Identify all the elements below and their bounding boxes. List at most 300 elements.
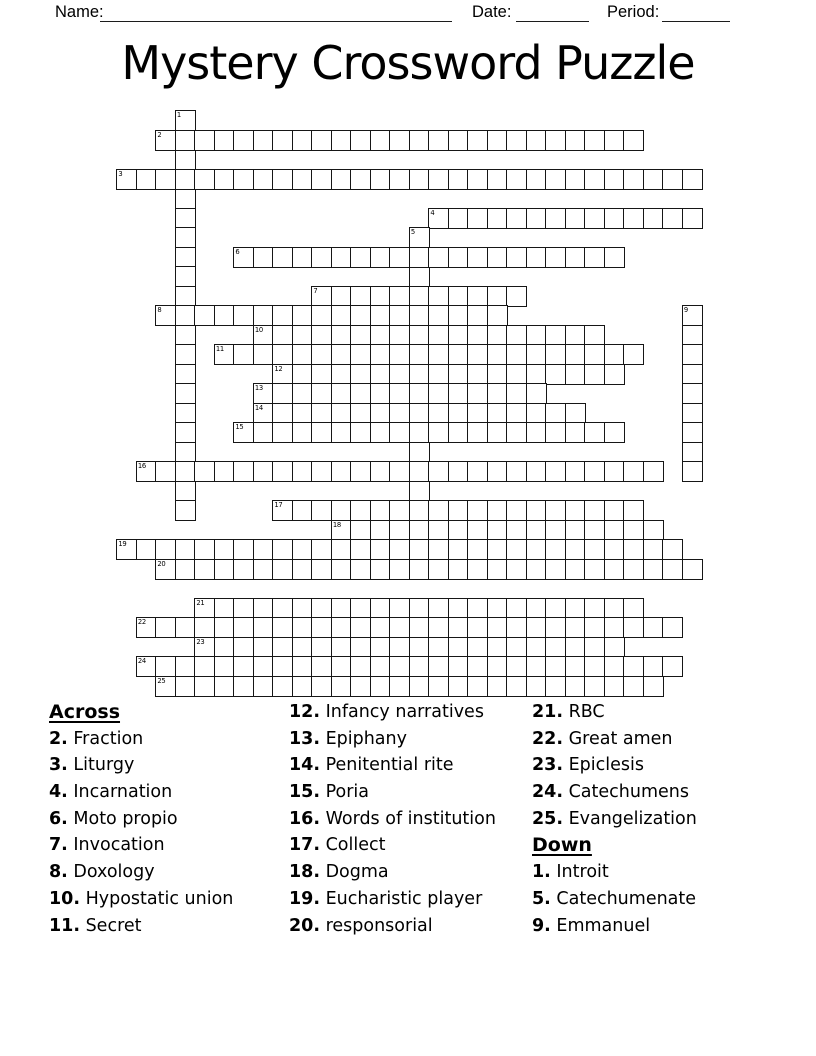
grid-cell [506,676,527,697]
grid-cell [292,539,313,560]
clue-number: 21. [532,702,564,722]
grid-cell [350,305,371,326]
grid-cell [233,559,254,580]
grid-cell [253,169,274,190]
grid-cell [487,676,508,697]
grid-cell [233,461,254,482]
clue-item [49,779,233,806]
clue-number: 5. [532,888,551,909]
grid-cell [253,656,274,677]
grid-cell [194,656,215,677]
down-header: Down [532,834,592,857]
grid-cell [389,559,410,580]
grid-cell [545,520,566,541]
grid-cell [487,130,508,151]
grid-cell [389,598,410,619]
clue-text: Words of institution [320,808,496,829]
grid-cell [409,559,430,580]
grid-cell [292,598,313,619]
grid-cell [584,247,605,268]
grid-cell [506,286,527,307]
grid-cell [214,305,235,326]
grid-cell [545,325,566,346]
grid-cell [448,364,469,385]
grid-cell [136,539,157,560]
clue-number: 1. [532,862,551,883]
grid-cell [409,325,430,346]
grid-cell [467,637,488,658]
clue-item [289,832,496,859]
grid-cell [370,247,391,268]
grid-cell-number: 10 [254,325,263,334]
grid-cell [565,325,586,346]
clue-item [532,913,697,940]
grid-cell [643,656,664,677]
grid-cell [214,130,235,151]
clue-number: 3. [49,755,68,776]
clue-number: 14. [289,755,321,776]
grid-cell [311,383,332,404]
grid-cell [487,247,508,268]
grid-cell [506,598,527,619]
grid-cell [409,364,430,385]
grid-cell [272,344,293,365]
grid-cell [428,617,449,638]
grid-cell [467,383,488,404]
grid-cell [311,637,332,658]
grid-cell [565,598,586,619]
name-label: Name: [55,3,104,21]
grid-cell [623,676,644,697]
grid-cell [311,364,332,385]
grid-cell [448,617,469,638]
grid-cell [545,500,566,521]
grid-cell [311,676,332,697]
crossword-grid [116,110,702,696]
grid-cell [428,559,449,580]
grid-cell [292,305,313,326]
grid-cell [526,325,547,346]
grid-cell [448,403,469,424]
grid-cell [604,559,625,580]
grid-cell [175,500,196,521]
grid-cell [565,344,586,365]
grid-cell [487,208,508,229]
grid-cell [253,130,274,151]
clue-number: 9. [532,915,551,936]
grid-cell [272,461,293,482]
grid-cell [253,344,274,365]
grid-cell [565,617,586,638]
grid-cell [526,130,547,151]
grid-cell [545,598,566,619]
grid-cell [506,130,527,151]
clue-item [49,806,233,833]
clue-text: Epiphany [320,728,407,749]
clue-number: 7. [49,835,68,856]
grid-cell [584,617,605,638]
clue-number: 23. [532,755,564,776]
grid-cell [428,169,449,190]
grid-cell [311,461,332,482]
grid-cell [370,500,391,521]
grid-cell [389,403,410,424]
grid-cell [584,539,605,560]
grid-cell [350,325,371,346]
grid-cell [389,247,410,268]
grid-cell [487,539,508,560]
grid-cell [526,247,547,268]
grid-cell [526,520,547,541]
grid-cell [565,461,586,482]
clue-text: Dogma [320,862,389,883]
grid-cell [448,247,469,268]
grid-cell [311,422,332,443]
clue-item [49,726,233,753]
grid-cell [643,539,664,560]
grid-cell [584,130,605,151]
grid-cell [545,169,566,190]
grid-cell [467,598,488,619]
grid-cell [370,637,391,658]
clue-text: Great amen [563,728,673,749]
grid-cell [682,325,703,346]
clue-text: responsorial [320,915,433,936]
grid-cell [409,305,430,326]
grid-cell [253,559,274,580]
grid-cell [526,617,547,638]
grid-cell [409,169,430,190]
clue-text: Poria [320,782,369,803]
grid-cell [584,461,605,482]
grid-cell [545,676,566,697]
grid-cell [272,617,293,638]
grid-cell [370,676,391,697]
grid-cell [389,383,410,404]
grid-cell [467,344,488,365]
grid-cell [155,656,176,677]
grid-cell [506,617,527,638]
grid-cell [545,208,566,229]
grid-cell [448,305,469,326]
grid-cell [214,461,235,482]
grid-cell-number: 21 [196,598,205,607]
grid-cell [292,403,313,424]
grid-cell [370,344,391,365]
grid-cell [389,539,410,560]
grid-cell [487,422,508,443]
grid-cell [331,130,352,151]
grid-cell-number: 1 [176,111,181,120]
grid-cell [448,676,469,697]
clue-text: Infancy narratives [320,702,484,722]
grid-cell [389,676,410,697]
grid-cell [194,559,215,580]
grid-cell [292,344,313,365]
clue-text: Hypostatic union [80,888,234,909]
grid-cell [175,676,196,697]
grid-cell [526,676,547,697]
grid-cell [526,598,547,619]
grid-cell [331,617,352,638]
clue-text: Invocation [67,835,165,856]
grid-cell [331,247,352,268]
grid-cell [545,461,566,482]
grid-cell [604,208,625,229]
grid-cell [545,247,566,268]
grid-cell-number: 12 [274,364,283,373]
grid-cell [545,130,566,151]
clue-text: Moto propio [67,808,178,829]
grid-cell [526,559,547,580]
clue-text: Emmanuel [550,915,651,936]
grid-cell [623,169,644,190]
clue-text: Penitential rite [320,755,454,776]
grid-cell [448,130,469,151]
grid-cell [233,637,254,658]
grid-cell [350,676,371,697]
grid-cell [155,539,176,560]
grid-cell [565,422,586,443]
grid-cell [292,617,313,638]
grid-cell [389,461,410,482]
grid-cell [604,422,625,443]
grid-cell [623,656,644,677]
grid-cell [272,403,293,424]
grid-cell [682,169,703,190]
grid-cell [311,169,332,190]
grid-cell [428,422,449,443]
clue-item [49,886,233,913]
grid-cell [448,500,469,521]
clue-item [532,752,697,779]
grid-cell [175,149,196,170]
grid-cell [292,364,313,385]
grid-cell [292,500,313,521]
grid-cell [662,169,683,190]
period-blank-line [662,0,730,22]
grid-cell [272,676,293,697]
grid-cell [389,364,410,385]
clue-text: Evangelization [563,808,697,829]
grid-cell [584,344,605,365]
clue-text: Catechumens [563,782,689,803]
grid-cell [272,130,293,151]
clue-item [289,886,496,913]
grid-cell [389,344,410,365]
grid-cell [584,169,605,190]
grid-cell [428,344,449,365]
clue-item [532,859,697,886]
grid-cell [604,169,625,190]
grid-cell [643,559,664,580]
grid-cell [370,559,391,580]
grid-cell [487,383,508,404]
grid-cell [194,305,215,326]
grid-cell [526,344,547,365]
grid-cell [233,344,254,365]
grid-cell [545,559,566,580]
grid-cell [389,637,410,658]
grid-cell [506,247,527,268]
grid-cell [331,598,352,619]
grid-cell [467,500,488,521]
clue-item [532,886,697,913]
grid-cell-number: 17 [274,501,283,510]
grid-cell [214,676,235,697]
grid-cell [311,403,332,424]
grid-cell [604,598,625,619]
grid-cell [428,539,449,560]
grid-cell [253,598,274,619]
grid-cell [370,383,391,404]
grid-cell [370,130,391,151]
grid-cell [194,539,215,560]
grid-cell [467,617,488,638]
grid-cell [643,461,664,482]
grid-cell [487,598,508,619]
grid-cell [428,383,449,404]
grid-cell [506,403,527,424]
grid-cell [370,539,391,560]
grid-cell [331,305,352,326]
grid-cell [214,637,235,658]
grid-cell [214,656,235,677]
grid-cell [409,461,430,482]
grid-cell [214,617,235,638]
grid-cell [292,130,313,151]
grid-cell [409,500,430,521]
grid-cell [409,383,430,404]
grid-cell [487,617,508,638]
grid-cell [233,598,254,619]
grid-cell [272,169,293,190]
clue-number: 24. [532,782,564,803]
grid-cell [545,637,566,658]
grid-cell [175,656,196,677]
grid-cell [506,559,527,580]
clue-number: 15. [289,782,321,803]
clue-column [289,699,496,939]
grid-cell [292,383,313,404]
grid-cell [175,325,196,346]
grid-cell [526,208,547,229]
clue-item [289,699,496,726]
grid-cell [467,559,488,580]
grid-cell [584,598,605,619]
grid-cell [214,169,235,190]
grid-cell [526,422,547,443]
date-blank-line [516,0,589,22]
grid-cell [545,617,566,638]
grid-cell-number: 20 [157,559,166,568]
grid-cell [448,539,469,560]
grid-cell [467,539,488,560]
grid-cell [389,130,410,151]
grid-cell [565,539,586,560]
grid-cell [311,500,332,521]
grid-cell [506,364,527,385]
grid-cell [233,305,254,326]
grid-cell [389,617,410,638]
grid-cell-number: 5 [410,228,415,237]
grid-cell [409,442,430,463]
grid-cell [448,520,469,541]
grid-cell [565,364,586,385]
clue-text: Secret [80,915,142,936]
grid-cell [409,676,430,697]
grid-cell [389,325,410,346]
grid-cell [584,637,605,658]
grid-cell [526,539,547,560]
grid-cell [487,500,508,521]
grid-cell [370,403,391,424]
grid-cell [389,305,410,326]
grid-cell [682,383,703,404]
grid-cell [175,617,196,638]
grid-cell [272,247,293,268]
name-blank-line [100,0,452,22]
grid-cell [526,500,547,521]
grid-cell [292,559,313,580]
grid-cell [350,344,371,365]
grid-cell [428,461,449,482]
grid-cell [682,442,703,463]
grid-cell-number: 18 [332,520,341,529]
grid-cell [565,520,586,541]
clue-number: 8. [49,862,68,883]
grid-cell [662,656,683,677]
grid-cell [487,461,508,482]
grid-cell [370,305,391,326]
grid-cell [194,676,215,697]
grid-cell [487,637,508,658]
clue-number: 25. [532,808,564,829]
grid-cell [272,598,293,619]
grid-cell [175,305,196,326]
grid-cell [272,305,293,326]
grid-cell [409,617,430,638]
grid-cell [175,266,196,287]
grid-cell [428,130,449,151]
grid-cell [643,617,664,638]
grid-cell [292,169,313,190]
grid-cell [506,500,527,521]
clue-text: Incarnation [67,782,173,803]
grid-cell [409,403,430,424]
grid-cell [487,559,508,580]
grid-cell [331,286,352,307]
grid-cell [175,403,196,424]
grid-cell [428,305,449,326]
grid-cell [272,559,293,580]
grid-cell [448,637,469,658]
grid-cell [604,461,625,482]
grid-cell [682,344,703,365]
grid-cell [292,676,313,697]
grid-cell [545,364,566,385]
grid-cell [643,520,664,541]
grid-cell-number: 16 [137,462,146,471]
grid-cell [233,130,254,151]
clue-number: 22. [532,728,564,749]
clue-text: RBC [563,702,605,722]
grid-cell [467,286,488,307]
grid-cell [175,422,196,443]
grid-cell [175,208,196,229]
grid-cell [331,383,352,404]
grid-cell [350,247,371,268]
